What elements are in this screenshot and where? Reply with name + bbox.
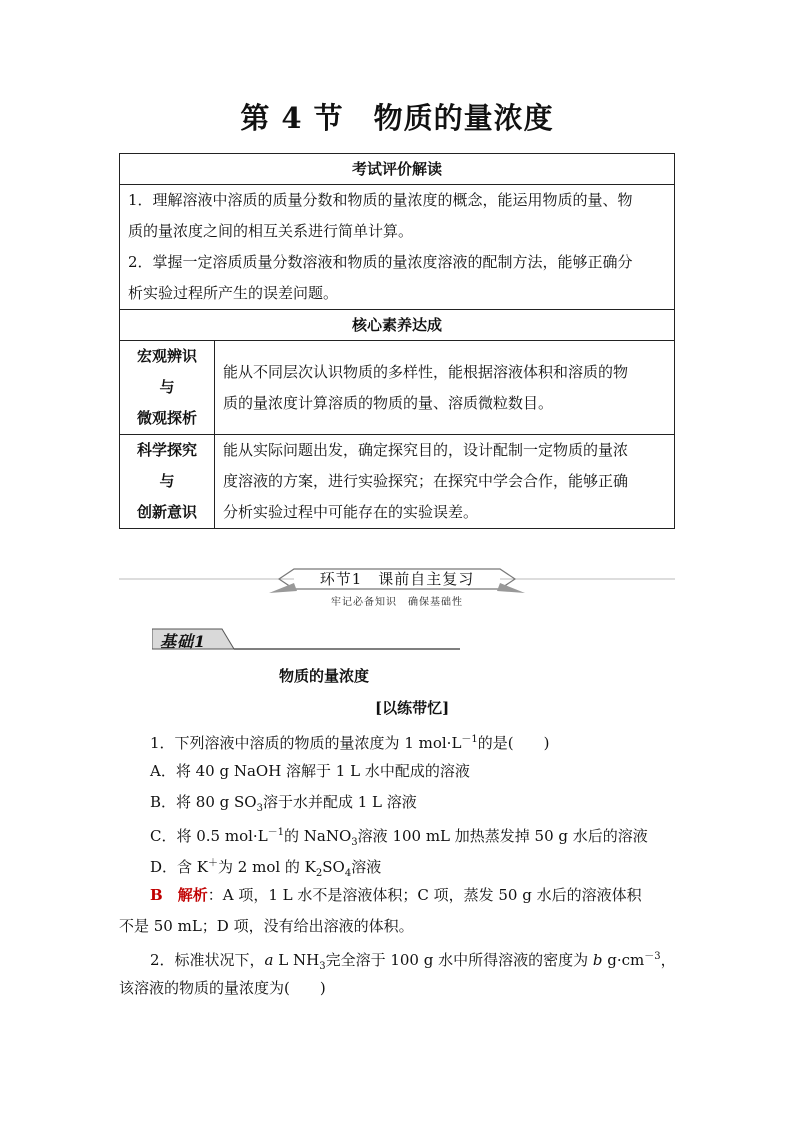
practice-bracket: [以练带忆] — [375, 699, 450, 717]
description-line: 度溶液的方案，进行实验探究；在探究中学会合作，能够正确 — [223, 472, 629, 490]
variable-b: b — [592, 951, 603, 969]
analysis-text: ：A 项，1 L 水不是溶液体积；C 项，蒸发 50 g 水后的溶液体积 — [207, 886, 642, 904]
option-sup: ＋ — [208, 858, 219, 869]
option-text: 为 2 mol 的 K — [218, 858, 316, 876]
evaluation-item-line: 析实验过程所产生的误差问题。 — [128, 284, 339, 302]
evaluation-item-line: 2．掌握一定溶质质量分数溶液和物质的量浓度溶液的配制方法，能够正确分 — [128, 253, 633, 271]
section-title: 环节1 课前自主复习 — [319, 570, 475, 588]
option-text: C．将 0.5 mol·L — [150, 827, 268, 845]
option-c — [150, 823, 648, 853]
page-title: 第 4 节 物质的量浓度 — [240, 101, 554, 135]
stem-text: L NH — [273, 951, 320, 969]
stem-sup: －3 — [644, 951, 661, 962]
stem-text: 的是( ) — [477, 734, 550, 752]
option-text: SO — [322, 858, 345, 876]
option-sub: 3 — [351, 837, 358, 848]
section-subtitle: 牢记必备知识 确保基础性 — [331, 597, 463, 608]
stem-text: 完全溶于 100 g 水中所得溶液的密度为 — [325, 951, 593, 969]
stem-sup: －1 — [461, 734, 478, 745]
answer-analysis — [150, 885, 642, 905]
option-b — [150, 792, 417, 819]
literacy-description-2 — [215, 435, 675, 529]
category-text: 宏观辨识 — [136, 347, 197, 365]
evaluation-table — [119, 153, 675, 529]
evaluation-item-line: 质的量浓度之间的相互关系进行简单计算。 — [128, 222, 414, 240]
description-line: 分析实验过程中可能存在的实验误差。 — [223, 503, 479, 521]
stem-text: ， — [660, 951, 676, 969]
option-text: 的 NaNO — [284, 827, 352, 845]
answer-letter: B — [150, 886, 163, 904]
evaluation-item-line: 1．理解溶液中溶质的质量分数和物质的量浓度的概念，能运用物质的量、物 — [128, 191, 633, 209]
option-sub: 4 — [344, 868, 352, 879]
option-text: 溶液 — [351, 858, 382, 876]
analysis-label: 解析 — [177, 886, 208, 904]
stem-text: g·cm — [602, 951, 645, 969]
basics-badge — [152, 627, 462, 653]
variable-a: a — [264, 951, 274, 969]
category-text: 科学探究 — [136, 441, 197, 459]
evaluation-items — [120, 185, 675, 310]
category-text: 微观探析 — [136, 409, 197, 427]
option-sub: 3 — [256, 803, 263, 814]
table-header-evaluation: 考试评价解读 — [120, 154, 675, 185]
description-line: 能从实际问题出发，确定探究目的，设计配制一定物质的量浓 — [223, 441, 629, 459]
analysis-continued: 不是 50 mL；D 项，没有给出溶液的体积。 — [119, 917, 414, 935]
option-text: D．含 K — [150, 858, 209, 876]
description-line: 质的量浓度计算溶质的物质的量、溶质微粒数目。 — [223, 393, 554, 412]
literacy-category-1 — [120, 341, 215, 435]
option-text: 溶液 100 mL 加热蒸发掉 50 g 水后的溶液 — [357, 827, 648, 845]
stem-text: 1．下列溶液中溶质的物质的量浓度为 1 mol·L — [150, 734, 462, 752]
stem-sub: 3 — [319, 961, 326, 972]
section-banner — [119, 566, 675, 612]
category-text: 与 — [159, 472, 175, 490]
option-sup: －1 — [267, 827, 285, 838]
option-text: 溶于水并配成 1 L 溶液 — [262, 793, 417, 811]
option-sub: 2 — [315, 868, 323, 879]
question-2-stem-line2: 该溶液的物质的量浓度为( ) — [119, 979, 326, 997]
literacy-category-2 — [120, 435, 215, 529]
question-2-stem — [150, 947, 676, 977]
table-header-literacy: 核心素养达成 — [120, 310, 675, 341]
option-a: A．将 40 g NaOH 溶解于 1 L 水中配成的溶液 — [150, 762, 470, 780]
literacy-description-1 — [215, 341, 675, 435]
topic-heading: 物质的量浓度 — [279, 667, 370, 685]
badge-label: 基础1 — [160, 632, 207, 651]
description-line: 能从不同层次认识物质的多样性，能根据溶液体积和溶质的物 — [223, 362, 629, 381]
option-d — [150, 854, 381, 884]
option-text: B．将 80 g SO — [150, 793, 257, 811]
category-text: 创新意识 — [136, 503, 197, 521]
question-1-stem — [150, 730, 550, 753]
stem-text: 2．标准状况下， — [150, 951, 265, 969]
category-text: 与 — [159, 378, 175, 396]
